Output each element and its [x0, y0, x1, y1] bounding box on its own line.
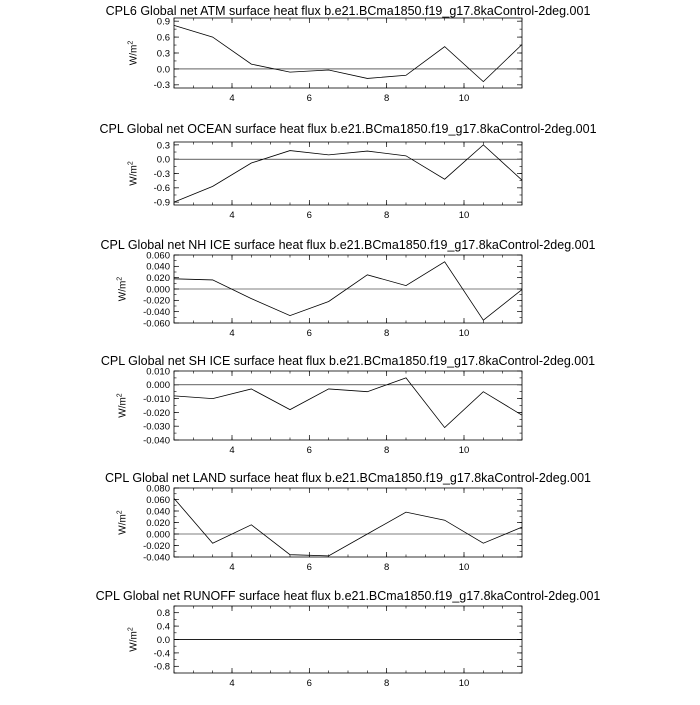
chart-panel-6 — [96, 589, 601, 689]
y-tick-label: 0.3 — [157, 48, 170, 59]
x-tick-label: 8 — [384, 445, 389, 456]
y-tick-label: 0.0 — [157, 635, 170, 646]
chart-title: CPL6 Global net ATM surface heat flux b.e21.BCma1850.f19_g17.8kaControl-2deg.001 — [106, 4, 591, 18]
y-tick-label: -0.4 — [154, 648, 170, 659]
y-tick-label: 0.0 — [157, 64, 170, 75]
y-tick-label: 0.9 — [157, 17, 170, 28]
x-tick-label: 8 — [384, 210, 389, 221]
y-tick-label: -0.040 — [143, 307, 170, 318]
x-tick-label: 8 — [384, 678, 389, 689]
y-tick-label: 0.8 — [157, 608, 170, 619]
y-axis-label-superscript: 2 — [117, 393, 124, 397]
chart-title: CPL Global net OCEAN surface heat flux b.e21.BCma1850.f19_g17.8kaControl-2deg.001 — [99, 122, 596, 136]
x-tick-label: 10 — [459, 562, 470, 573]
y-tick-label: -0.020 — [143, 541, 170, 552]
y-axis-label — [127, 161, 139, 186]
y-tick-label: -0.040 — [143, 435, 170, 446]
y-axis-label-unit: W/m — [128, 165, 139, 186]
y-tick-label: -0.6 — [154, 183, 170, 194]
series-line — [174, 145, 522, 202]
x-tick-label: 10 — [459, 445, 470, 456]
chart-panel-5 — [105, 471, 591, 573]
y-tick-label: -0.040 — [143, 552, 170, 563]
plot-frame — [174, 488, 522, 557]
y-tick-label: 0.020 — [146, 518, 170, 529]
x-tick-label: 6 — [307, 678, 312, 689]
chart-panel-2 — [99, 122, 596, 221]
y-tick-label: 0.010 — [146, 366, 170, 377]
y-axis-label-unit: W/m — [118, 397, 129, 418]
x-tick-label: 8 — [384, 328, 389, 339]
series-line — [174, 262, 522, 320]
y-axis-label-superscript: 2 — [127, 627, 134, 631]
y-tick-label: 0.060 — [146, 495, 170, 506]
x-tick-label: 4 — [229, 445, 234, 456]
y-tick-label: -0.060 — [143, 318, 170, 329]
x-tick-label: 4 — [229, 93, 234, 104]
y-axis-label — [117, 393, 129, 418]
x-tick-label: 8 — [384, 562, 389, 573]
x-tick-label: 8 — [384, 93, 389, 104]
y-axis-label — [127, 627, 139, 652]
y-axis-label-superscript: 2 — [127, 161, 134, 165]
y-tick-label: 0.040 — [146, 262, 170, 273]
x-tick-label: 4 — [229, 328, 234, 339]
chart-panel-4 — [101, 354, 595, 456]
y-axis-label-unit: W/m — [128, 631, 139, 652]
y-tick-label: -0.3 — [154, 169, 170, 180]
y-tick-label: -0.8 — [154, 662, 170, 673]
x-tick-label: 6 — [307, 93, 312, 104]
y-tick-label: 0.060 — [146, 250, 170, 261]
y-axis-label — [117, 277, 129, 302]
x-tick-label: 6 — [307, 328, 312, 339]
y-tick-label: -0.9 — [154, 198, 170, 209]
x-tick-label: 6 — [307, 445, 312, 456]
y-tick-label: 0.3 — [157, 140, 170, 151]
y-tick-label: 0.000 — [146, 284, 170, 295]
chart-title: CPL Global net NH ICE surface heat flux b.e21.BCma1850.f19_g17.8kaControl-2deg.001 — [101, 238, 596, 252]
y-axis-label-unit: W/m — [118, 514, 129, 535]
y-tick-label: 0.040 — [146, 506, 170, 517]
y-tick-label: 0.000 — [146, 380, 170, 391]
series-line — [174, 378, 522, 428]
y-tick-label: -0.020 — [143, 408, 170, 419]
chart-panel-3 — [101, 238, 596, 339]
plot-frame — [174, 142, 522, 205]
series-line — [174, 498, 522, 555]
x-tick-label: 6 — [307, 562, 312, 573]
y-tick-label: -0.010 — [143, 394, 170, 405]
chart-title: CPL Global net SH ICE surface heat flux b.e21.BCma1850.f19_g17.8kaControl-2deg.001 — [101, 354, 595, 368]
plot-frame — [174, 18, 522, 88]
y-tick-label: -0.020 — [143, 296, 170, 307]
y-axis-label-superscript: 2 — [117, 510, 124, 514]
y-tick-label: 0.4 — [157, 622, 170, 633]
y-tick-label: 0.000 — [146, 529, 170, 540]
y-axis-label-superscript: 2 — [127, 41, 134, 45]
y-axis-label — [127, 41, 139, 66]
y-tick-label: 0.020 — [146, 273, 170, 284]
y-axis-label-superscript: 2 — [117, 277, 124, 281]
series-line — [174, 25, 522, 81]
x-tick-label: 6 — [307, 210, 312, 221]
y-tick-label: 0.0 — [157, 155, 170, 166]
x-tick-label: 10 — [459, 678, 470, 689]
x-tick-label: 4 — [229, 678, 234, 689]
y-axis-label-unit: W/m — [118, 281, 129, 302]
y-tick-label: -0.030 — [143, 422, 170, 433]
chart-title: CPL Global net RUNOFF surface heat flux b.e21.BCma1850.f19_g17.8kaControl-2deg.001 — [96, 589, 601, 603]
x-tick-label: 10 — [459, 210, 470, 221]
x-tick-label: 4 — [229, 562, 234, 573]
plot-frame — [174, 371, 522, 440]
y-tick-label: -0.3 — [154, 80, 170, 91]
y-tick-label: 0.080 — [146, 483, 170, 494]
y-axis-label — [117, 510, 129, 535]
chart-title: CPL Global net LAND surface heat flux b.e21.BCma1850.f19_g17.8kaControl-2deg.001 — [105, 471, 591, 485]
x-tick-label: 10 — [459, 93, 470, 104]
x-tick-label: 4 — [229, 210, 234, 221]
chart-panel-1 — [106, 4, 591, 104]
y-axis-label-unit: W/m — [128, 45, 139, 66]
x-tick-label: 10 — [459, 328, 470, 339]
y-tick-label: 0.6 — [157, 32, 170, 43]
